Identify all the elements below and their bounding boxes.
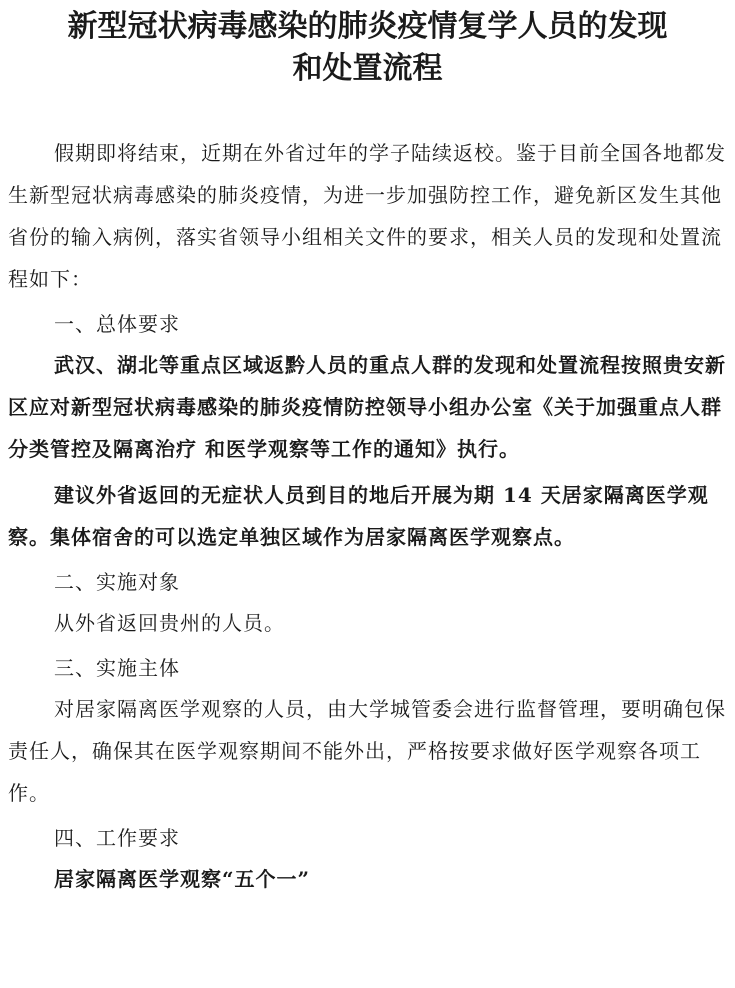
section-1-heading: 一、总体要求 [54,312,180,336]
title-line-1: 新型冠状病毒感染的肺炎疫情复学人员的发现 [67,9,668,44]
title-line-2: 和处置流程 [292,51,443,86]
document-body [8,132,732,900]
document-title [0,0,735,90]
section-3-text: 对居家隔离医学观察的人员，由大学城管委会进行监督管理，要明确包保责任人，确保其在医学观察期间不能外出，严格按要求做好医学观察各项工作。 [8,697,726,805]
section-3-heading: 三、实施主体 [54,656,180,680]
section-4-subheading: 居家隔离医学观察“五个一” [54,867,311,891]
section-2-heading: 二、实施对象 [54,570,180,594]
intro-paragraph: 假期即将结束，近期在外省过年的学子陆续返校。鉴于目前全国各地都发生新型冠状病毒感染的肺炎疫情，为进一步加强防控工作，避免新区发生其他省份的输入病例，落实省领导小组相关文件的要求，相关人员的发现和处置流程如下： [8,141,726,291]
section-4-heading: 四、工作要求 [54,826,180,850]
section-2-text: 从外省返回贵州的人员。 [54,611,285,635]
section-1-paragraph-2: 建议外省返回的无症状人员到目的地后开展为期 14 天居家隔离医学观察。集体宿舍的可以选定单独区域作为居家隔离医学观察点。 [8,483,709,549]
section-1-paragraph-1: 武汉、湖北等重点区域返黔人员的重点人群的发现和处置流程按照贵安新区应对新型冠状病毒感染的肺炎疫情防控领导小组办公室《关于加强重点人群分类管控及隔离治疗 和医学观察等工作的通知》执行。 [8,353,726,461]
